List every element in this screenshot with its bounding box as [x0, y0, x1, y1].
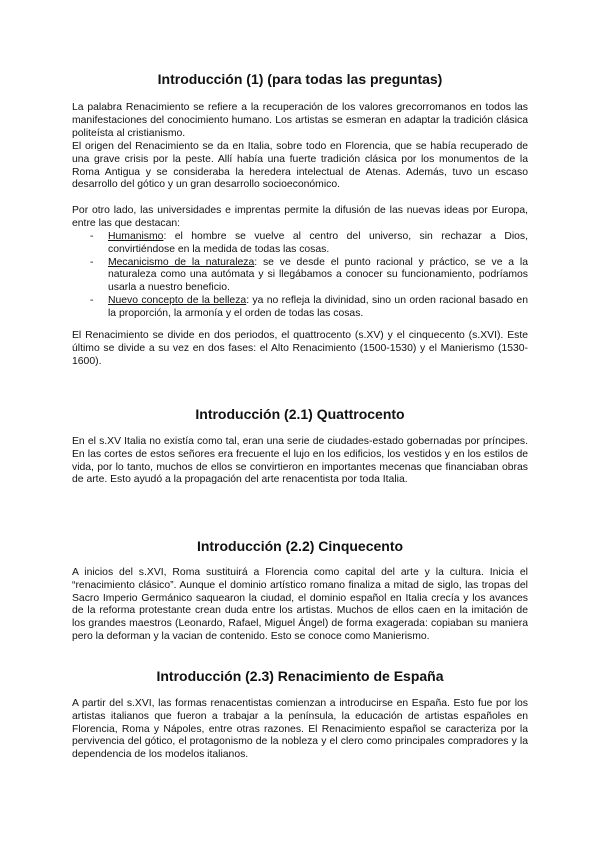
text-humanismo: : el hombre se vuelve al centro del universo, sin rechazar a Dios, convirtiéndose en la medida de todas las cosas.	[108, 231, 528, 255]
section-title-espana: Introducción (2.3) Renacimiento de España	[156, 668, 444, 684]
section-title-cinquecento: Introducción (2.2) Cinquecento	[196, 538, 404, 554]
term-humanismo: Humanismo	[108, 231, 164, 242]
list-item-mecanicismo	[90, 257, 528, 295]
intro-1-closing: El Renacimiento se divide en dos periodos, el quattrocento (s.XV) y el cinquecento (s.XVI). Este último se divide a su vez en dos fases: el Alto Renacimiento (1500-1530) y el Manierismo (1530-1600).	[72, 330, 528, 367]
section-title-quattrocento: Introducción (2.1) Quattrocento	[195, 406, 405, 422]
espana-paragraph: A partir del s.XVI, las formas renacentistas comienzan a introducirse en España. Esto fue por los artistas italianos que fueron a trabajar a la península, la educación de artistas españoles en Florencia, Roma y Nápoles, entre otras razones. El Renacimiento español se caracteriza por la pervivencia del gótico, el protagonismo de la nobleza y el clero como principales compradores y la dependencia de los modelos italianos.	[72, 698, 528, 761]
text-belleza: : ya no refleja la divinidad, sino un orden racional basado en la proporción, la armonía y el orden de todas las cosas.	[108, 294, 528, 319]
cinquecento-paragraph: A inicios del s.XVI, Roma sustituirá a Florencia como capital del arte y la cultura. Inicia el “renacimiento clásico”. Aunque el dominio artístico romano finaliza a mitad de siglo, las tropas del Sacro Imperio Germánico saquearon la ciudad, el dominio español en Italia crecía y los avances de la reforma protestante crean duda entre los artistas. Muchos de ellos caen en la imitación de los grandes maestros (Leonardo, Rafael, Miguel Ángel) de forma exagerada: copiaban su maniera pero la deforman y la vacian de contenido. Esto se conoce como Manierismo.	[72, 567, 528, 642]
intro-1-paragraph-3: Por otro lado, las universidades e imprentas permite la difusión de las nuevas ideas por Europa, entre las que destacan:	[72, 205, 528, 229]
intro-1-paragraph-1: La palabra Renacimiento se refiere a la recuperación de los valores grecorromanos en todos las manifestaciones del conocimiento humano. Los artistas se esmeran en adaptar la tradición clásica politeísta al cristianismo.	[72, 102, 528, 139]
text-mecanicismo: : se ve desde el punto racional y práctico, se ve a la naturaleza como una autómata y si llegábamos a conocer su funcionamiento, podríamos usarla a nuestro beneficio.	[108, 256, 528, 294]
list-item-belleza	[90, 295, 528, 321]
intro-1-paragraph-2: El origen del Renacimiento se da en Italia, sobre todo en Florencia, que se había recuperado de una grave crisis por la peste. Allí había una fuerte tradición clásica por los monumentos de la Roma Antigua y se consideraba la heredera intelectual de Atenas. Además, tuvo un escaso desarrollo del gótico y un gran desarrollo socioeconómico.	[72, 141, 528, 191]
term-belleza: Nuevo concepto de la belleza	[108, 294, 247, 306]
section-title-intro-1: Introducción (1) (para todas las preguntas)	[157, 71, 443, 87]
ideas-list	[90, 231, 528, 321]
quattrocento-paragraph: En el s.XV Italia no existía como tal, eran una serie de ciudades-estado gobernadas por príncipes. En las cortes de estos señores era frecuente el lujo en los edificios, los vestidos y en los estilos de vida, por lo tanto, muchos de ellos se convirtieron en importantes mecenas que financiaban obras de arte. Esto ayudó a la propagación del arte renacentista por toda Italia.	[72, 436, 528, 486]
list-item-humanismo	[90, 231, 528, 257]
term-mecanicismo: Mecanicismo de la naturaleza	[108, 256, 255, 268]
